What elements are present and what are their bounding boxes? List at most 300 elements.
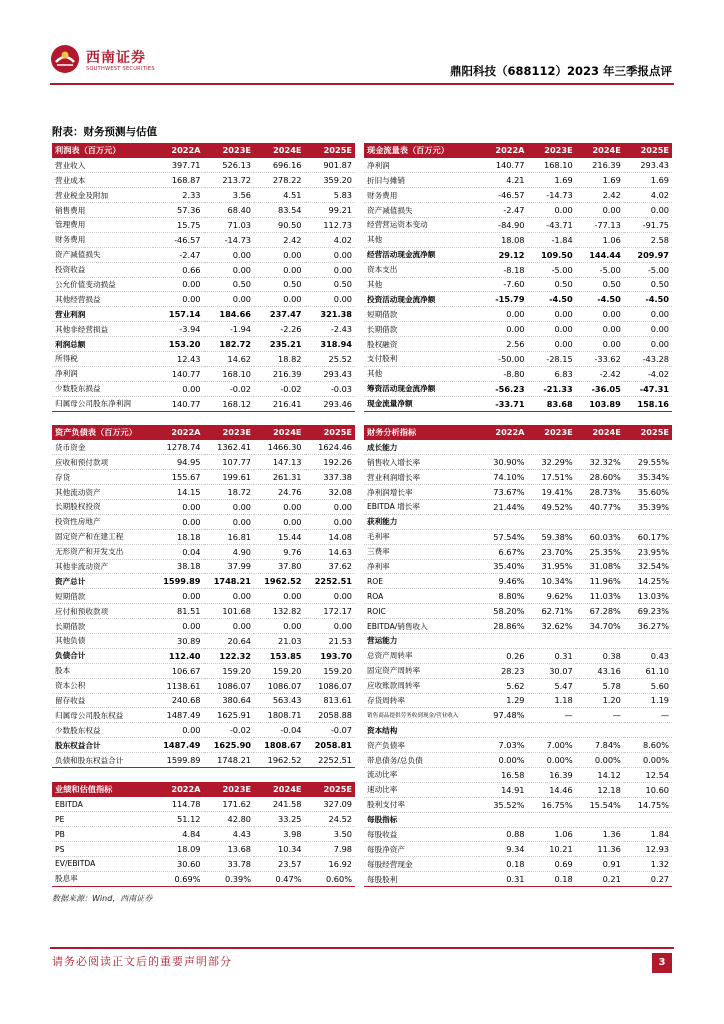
table-row	[364, 381, 672, 396]
cell-value: 32.08	[305, 485, 356, 500]
table-title: 利润表（百万元）	[52, 143, 153, 158]
cell-value: 36.27%	[624, 619, 672, 634]
row-label: 应收账款周转率	[364, 678, 479, 693]
cell-value: -46.57	[479, 188, 527, 203]
row-label: 股利支付率	[364, 797, 479, 812]
cell-value: -33.71	[479, 396, 527, 411]
table-row	[364, 292, 672, 307]
row-label: 股本	[52, 663, 153, 678]
cell-value: 35.52%	[479, 797, 527, 812]
cell-value: 0.50	[305, 277, 356, 292]
cell-value: 107.77	[204, 455, 255, 470]
table-row	[364, 232, 672, 247]
cell-value: 0.00	[576, 337, 624, 352]
cell-value: 337.38	[305, 470, 356, 485]
row-label: 其他非经营损益	[52, 322, 153, 337]
cell-value	[576, 514, 624, 529]
cell-value: 42.80	[204, 812, 255, 827]
cell-value: 90.50	[254, 217, 305, 232]
row-label: 其他经营损益	[52, 292, 153, 307]
cell-value: —	[576, 708, 624, 723]
cell-value: 30.89	[153, 633, 204, 648]
cell-value: 0.00	[254, 514, 305, 529]
year-header: 2023E	[528, 143, 576, 158]
cell-value: 0.00	[204, 499, 255, 514]
cell-value: 192.26	[305, 455, 356, 470]
year-header: 2025E	[305, 143, 356, 158]
cell-value: 58.20%	[479, 604, 527, 619]
cell-value: 0.00	[254, 589, 305, 604]
cell-value: -56.23	[479, 381, 527, 396]
row-label: 支付股利	[364, 351, 479, 366]
row-label: 公允价值变动损益	[52, 277, 153, 292]
cell-value: -5.00	[624, 262, 672, 277]
row-label: 净利润	[364, 158, 479, 173]
table-row	[364, 857, 672, 872]
cell-value: 2.56	[479, 337, 527, 352]
table-row	[52, 173, 355, 188]
row-label: 资本公积	[52, 678, 153, 693]
table-row	[364, 396, 672, 411]
cell-value: -28.15	[528, 351, 576, 366]
cell-value: 0.00	[153, 292, 204, 307]
cell-value: 14.25%	[624, 574, 672, 589]
cell-value	[576, 812, 624, 827]
cell-value: 0.00	[153, 723, 204, 738]
cell-value: 0.00	[576, 322, 624, 337]
row-label: EBITDA 增长率	[364, 499, 479, 514]
cell-value: 1808.71	[254, 708, 305, 723]
cell-value: -0.04	[254, 723, 305, 738]
row-label: 资产减值损失	[364, 203, 479, 218]
table-row	[52, 217, 355, 232]
cell-value	[479, 812, 527, 827]
cell-value: 28.86%	[479, 619, 527, 634]
cell-value: 0.00	[624, 203, 672, 218]
cell-value: 1748.21	[204, 753, 255, 768]
cell-value: 1748.21	[204, 574, 255, 589]
cell-value: -77.13	[576, 217, 624, 232]
cell-value: -0.03	[305, 381, 356, 396]
cell-value	[479, 723, 527, 738]
row-label: 每股净资产	[364, 842, 479, 857]
cell-value: 62.71%	[528, 604, 576, 619]
cell-value: 0.00%	[528, 753, 576, 768]
cell-value: 0.26	[479, 648, 527, 663]
cell-value: -4.50	[624, 292, 672, 307]
cell-value: 81.51	[153, 604, 204, 619]
cell-value: 29.55%	[624, 455, 672, 470]
cell-value: 0.31	[528, 648, 576, 663]
cell-value: 1278.74	[153, 440, 204, 455]
cell-value: 23.57	[254, 856, 305, 871]
cell-value: 0.00	[576, 203, 624, 218]
table-row	[52, 337, 355, 352]
table-row	[364, 604, 672, 619]
logo-text-cn: 西南证券	[86, 50, 146, 66]
logo-text-en: SOUTHWEST SECURITIES	[86, 66, 155, 72]
table-row	[52, 322, 355, 337]
cell-value: 112.40	[153, 648, 204, 663]
year-header: 2022A	[153, 425, 204, 440]
cell-value: 61.10	[624, 663, 672, 678]
cell-value: 14.63	[305, 544, 356, 559]
table-row	[364, 351, 672, 366]
cell-value: 7.98	[305, 842, 356, 857]
cell-value: 0.00	[305, 292, 356, 307]
cell-value: 24.76	[254, 485, 305, 500]
row-label: 其他流动资产	[52, 485, 153, 500]
cell-value: 318.94	[305, 337, 356, 352]
cell-value: 10.34	[254, 842, 305, 857]
year-header: 2022A	[479, 425, 527, 440]
cell-value	[528, 723, 576, 738]
cell-value: 0.31	[479, 872, 527, 887]
cell-value: 7.84%	[576, 738, 624, 753]
table-row	[52, 188, 355, 203]
cell-value: 34.70%	[576, 619, 624, 634]
table-row	[364, 173, 672, 188]
cell-value: 16.75%	[528, 797, 576, 812]
cell-value: 8.80%	[479, 589, 527, 604]
table-row	[52, 396, 355, 411]
cell-value: -91.75	[624, 217, 672, 232]
table-header-row	[364, 143, 672, 158]
cell-value	[624, 633, 672, 648]
cell-value: -84.90	[479, 217, 527, 232]
cell-value: 16.58	[479, 767, 527, 782]
cell-value: 5.83	[305, 188, 356, 203]
cell-value: 147.13	[254, 455, 305, 470]
cell-value: 0.00	[254, 619, 305, 634]
table-row	[52, 827, 355, 842]
cell-value: 1599.89	[153, 753, 204, 768]
cell-value	[624, 440, 672, 455]
cell-value: 18.82	[254, 351, 305, 366]
table-row	[364, 797, 672, 812]
cell-value: 153.20	[153, 337, 204, 352]
cell-value: 397.71	[153, 158, 204, 173]
cell-value: 18.72	[204, 485, 255, 500]
cell-value: 23.95%	[624, 544, 672, 559]
table-row	[364, 723, 672, 738]
year-header: 2024E	[576, 143, 624, 158]
cell-value: 30.90%	[479, 455, 527, 470]
cell-value: -46.57	[153, 232, 204, 247]
cell-value: 32.54%	[624, 559, 672, 574]
cell-value: 0.00	[305, 499, 356, 514]
row-label: EBITDA	[52, 797, 153, 812]
cell-value: 4.51	[254, 188, 305, 203]
table-row	[364, 589, 672, 604]
cell-value: 59.38%	[528, 529, 576, 544]
cell-value: -7.60	[479, 277, 527, 292]
row-label: 每股收益	[364, 827, 479, 842]
year-header: 2025E	[624, 143, 672, 158]
cell-value: 9.34	[479, 842, 527, 857]
row-label: 经营活动现金流净额	[364, 247, 479, 262]
table-row	[52, 455, 355, 470]
row-label: 应付和预收款项	[52, 604, 153, 619]
cell-value: 193.70	[305, 648, 356, 663]
cell-value: 30.07	[528, 663, 576, 678]
cell-value: 380.64	[204, 693, 255, 708]
cell-value: 2.58	[624, 232, 672, 247]
cell-value	[576, 633, 624, 648]
cell-value: 0.00	[576, 307, 624, 322]
row-label: 速动比率	[364, 782, 479, 797]
table-row	[52, 723, 355, 738]
cell-value: 293.46	[305, 396, 356, 411]
cell-value: 35.34%	[624, 470, 672, 485]
cell-value: 15.44	[254, 529, 305, 544]
cell-value: 18.18	[153, 529, 204, 544]
cell-value: 0.18	[479, 857, 527, 872]
row-label: 少数股东权益	[52, 723, 153, 738]
cell-value: 1.32	[624, 857, 672, 872]
cell-value: 0.00	[204, 619, 255, 634]
cell-value	[479, 440, 527, 455]
table-row	[364, 307, 672, 322]
cell-value: 216.39	[576, 158, 624, 173]
cell-value	[528, 514, 576, 529]
cell-value: -43.28	[624, 351, 672, 366]
table-row	[364, 455, 672, 470]
row-label: ROE	[364, 574, 479, 589]
year-header: 2022A	[153, 782, 204, 797]
table-row	[364, 514, 672, 529]
cell-value: 0.50	[624, 277, 672, 292]
cell-value: 171.62	[204, 797, 255, 812]
row-label: 带息债务/总负债	[364, 753, 479, 768]
row-label: ROIC	[364, 604, 479, 619]
cell-value: 19.41%	[528, 485, 576, 500]
row-label: 其他非流动资产	[52, 559, 153, 574]
cell-value: 563.43	[254, 693, 305, 708]
cell-value: -8.18	[479, 262, 527, 277]
cell-value: 24.52	[305, 812, 356, 827]
table-row	[364, 767, 672, 782]
cell-value	[528, 440, 576, 455]
cell-value: 0.47%	[254, 871, 305, 886]
cell-value: 327.09	[305, 797, 356, 812]
cell-value: -4.50	[576, 292, 624, 307]
table-row	[364, 648, 672, 663]
table-row	[52, 307, 355, 322]
cell-value: 4.90	[204, 544, 255, 559]
cell-value: 237.47	[254, 307, 305, 322]
table-row	[52, 232, 355, 247]
cell-value: -2.47	[479, 203, 527, 218]
row-label: 归属母公司股东权益	[52, 708, 153, 723]
row-label: 资本支出	[364, 262, 479, 277]
row-label: 总资产周转率	[364, 648, 479, 663]
table-row	[52, 619, 355, 634]
cell-value: 11.96%	[576, 574, 624, 589]
year-header: 2022A	[479, 143, 527, 158]
cell-value: 184.66	[204, 307, 255, 322]
year-header: 2025E	[305, 782, 356, 797]
cell-value: 140.77	[153, 396, 204, 411]
table-row	[52, 203, 355, 218]
cell-value: -2.43	[305, 322, 356, 337]
cell-value	[528, 812, 576, 827]
table-header-row	[52, 425, 355, 440]
cell-value: 0.00	[305, 589, 356, 604]
row-label: 股权融资	[364, 337, 479, 352]
cell-value: 159.20	[254, 663, 305, 678]
cell-value: 5.47	[528, 678, 576, 693]
cell-value: —	[528, 708, 576, 723]
cell-value: 158.16	[624, 396, 672, 411]
row-label: 其他负债	[52, 633, 153, 648]
row-label: 固定资产和在建工程	[52, 529, 153, 544]
table-row	[52, 856, 355, 871]
cell-value: 132.82	[254, 604, 305, 619]
cell-value: -3.94	[153, 322, 204, 337]
table-header-row	[364, 425, 672, 440]
table-row	[364, 753, 672, 768]
table-row	[364, 322, 672, 337]
row-label: 存货周转率	[364, 693, 479, 708]
cell-value: 0.00	[479, 307, 527, 322]
income-statement-table	[52, 143, 355, 412]
table-row	[52, 753, 355, 768]
table-row	[364, 499, 672, 514]
cell-value: 3.56	[204, 188, 255, 203]
row-label: 固定资产周转率	[364, 663, 479, 678]
cell-value: 9.46%	[479, 574, 527, 589]
row-label: 成长能力	[364, 440, 479, 455]
table-row	[364, 262, 672, 277]
cell-value: 199.61	[204, 470, 255, 485]
cell-value: 0.00	[204, 247, 255, 262]
cell-value: 18.08	[479, 232, 527, 247]
cell-value: -1.94	[204, 322, 255, 337]
cell-value: 293.43	[624, 158, 672, 173]
cell-value: 3.98	[254, 827, 305, 842]
cell-value: 144.44	[576, 247, 624, 262]
table-title: 业绩和估值指标	[52, 782, 153, 797]
row-label: EV/EBITDA	[52, 856, 153, 871]
row-label: 资产减值损失	[52, 247, 153, 262]
table-title: 现金流量表（百万元）	[364, 143, 479, 158]
row-label: 财务费用	[364, 188, 479, 203]
cell-value: 6.83	[528, 366, 576, 381]
cell-value: 0.00	[305, 619, 356, 634]
cell-value: 0.00	[528, 322, 576, 337]
cell-value: 68.40	[204, 203, 255, 218]
cell-value: 94.95	[153, 455, 204, 470]
cell-value: 14.62	[204, 351, 255, 366]
cell-value: 21.44%	[479, 499, 527, 514]
footer-divider	[50, 947, 674, 949]
year-header: 2024E	[254, 425, 305, 440]
table-row	[52, 262, 355, 277]
cell-value: 16.92	[305, 856, 356, 871]
cell-value: -2.42	[576, 366, 624, 381]
table-header-row	[52, 782, 355, 797]
row-label: 资产负债率	[364, 738, 479, 753]
cell-value	[576, 440, 624, 455]
cell-value: 12.93	[624, 842, 672, 857]
cell-value: 140.77	[153, 366, 204, 381]
cell-value: 101.68	[204, 604, 255, 619]
row-label: 无形资产和开发支出	[52, 544, 153, 559]
table-row	[52, 277, 355, 292]
report-title: 鼎阳科技（688112）2023 年三季报点评	[449, 64, 672, 78]
row-label: 资产总计	[52, 574, 153, 589]
cell-value: 0.43	[624, 648, 672, 663]
cell-value: -50.00	[479, 351, 527, 366]
cell-value: 241.58	[254, 797, 305, 812]
cell-value: 2252.51	[305, 574, 356, 589]
year-header: 2025E	[305, 425, 356, 440]
cell-value: -47.31	[624, 381, 672, 396]
row-label: 每股经营现金	[364, 857, 479, 872]
cell-value: 1.69	[624, 173, 672, 188]
table-row	[52, 499, 355, 514]
cell-value: -36.05	[576, 381, 624, 396]
cell-value: 240.68	[153, 693, 204, 708]
cell-value: 1962.52	[254, 574, 305, 589]
table-row	[52, 842, 355, 857]
cell-value: -4.02	[624, 366, 672, 381]
table-row	[52, 351, 355, 366]
table-row	[364, 872, 672, 887]
cell-value: 69.23%	[624, 604, 672, 619]
cell-value: -4.50	[528, 292, 576, 307]
cell-value: 2058.81	[305, 738, 356, 753]
row-label: 三费率	[364, 544, 479, 559]
row-label: ROA	[364, 589, 479, 604]
table-row	[364, 559, 672, 574]
cell-value: 1962.52	[254, 753, 305, 768]
company-logo	[50, 44, 170, 76]
table-title: 财务分析指标	[364, 425, 479, 440]
year-header: 2024E	[576, 425, 624, 440]
row-label: 管理费用	[52, 217, 153, 232]
cell-value: 18.09	[153, 842, 204, 857]
cell-value: 0.00%	[576, 753, 624, 768]
cell-value: 213.72	[204, 173, 255, 188]
cell-value: 216.41	[254, 396, 305, 411]
cell-value: 31.95%	[528, 559, 576, 574]
cell-value: 0.00	[204, 292, 255, 307]
cell-value: 4.21	[479, 173, 527, 188]
cell-value: 11.03%	[576, 589, 624, 604]
cell-value: 0.27	[624, 872, 672, 887]
cell-value: 0.00	[153, 589, 204, 604]
table-row	[364, 366, 672, 381]
row-label: EBITDA/销售收入	[364, 619, 479, 634]
cell-value: 3.50	[305, 827, 356, 842]
cell-value: 4.43	[204, 827, 255, 842]
cell-value: 83.54	[254, 203, 305, 218]
cell-value: 38.18	[153, 559, 204, 574]
table-row	[52, 738, 355, 753]
cell-value: 1362.41	[204, 440, 255, 455]
cell-value: 13.68	[204, 842, 255, 857]
header-divider	[50, 83, 674, 85]
cell-value: 43.16	[576, 663, 624, 678]
row-label: 营业利润增长率	[364, 470, 479, 485]
cell-value: 0.00	[153, 381, 204, 396]
cell-value	[479, 514, 527, 529]
table-title: 资产负债表（百万元）	[52, 425, 153, 440]
cell-value: 14.15	[153, 485, 204, 500]
row-label: 负债和股东权益合计	[52, 753, 153, 768]
